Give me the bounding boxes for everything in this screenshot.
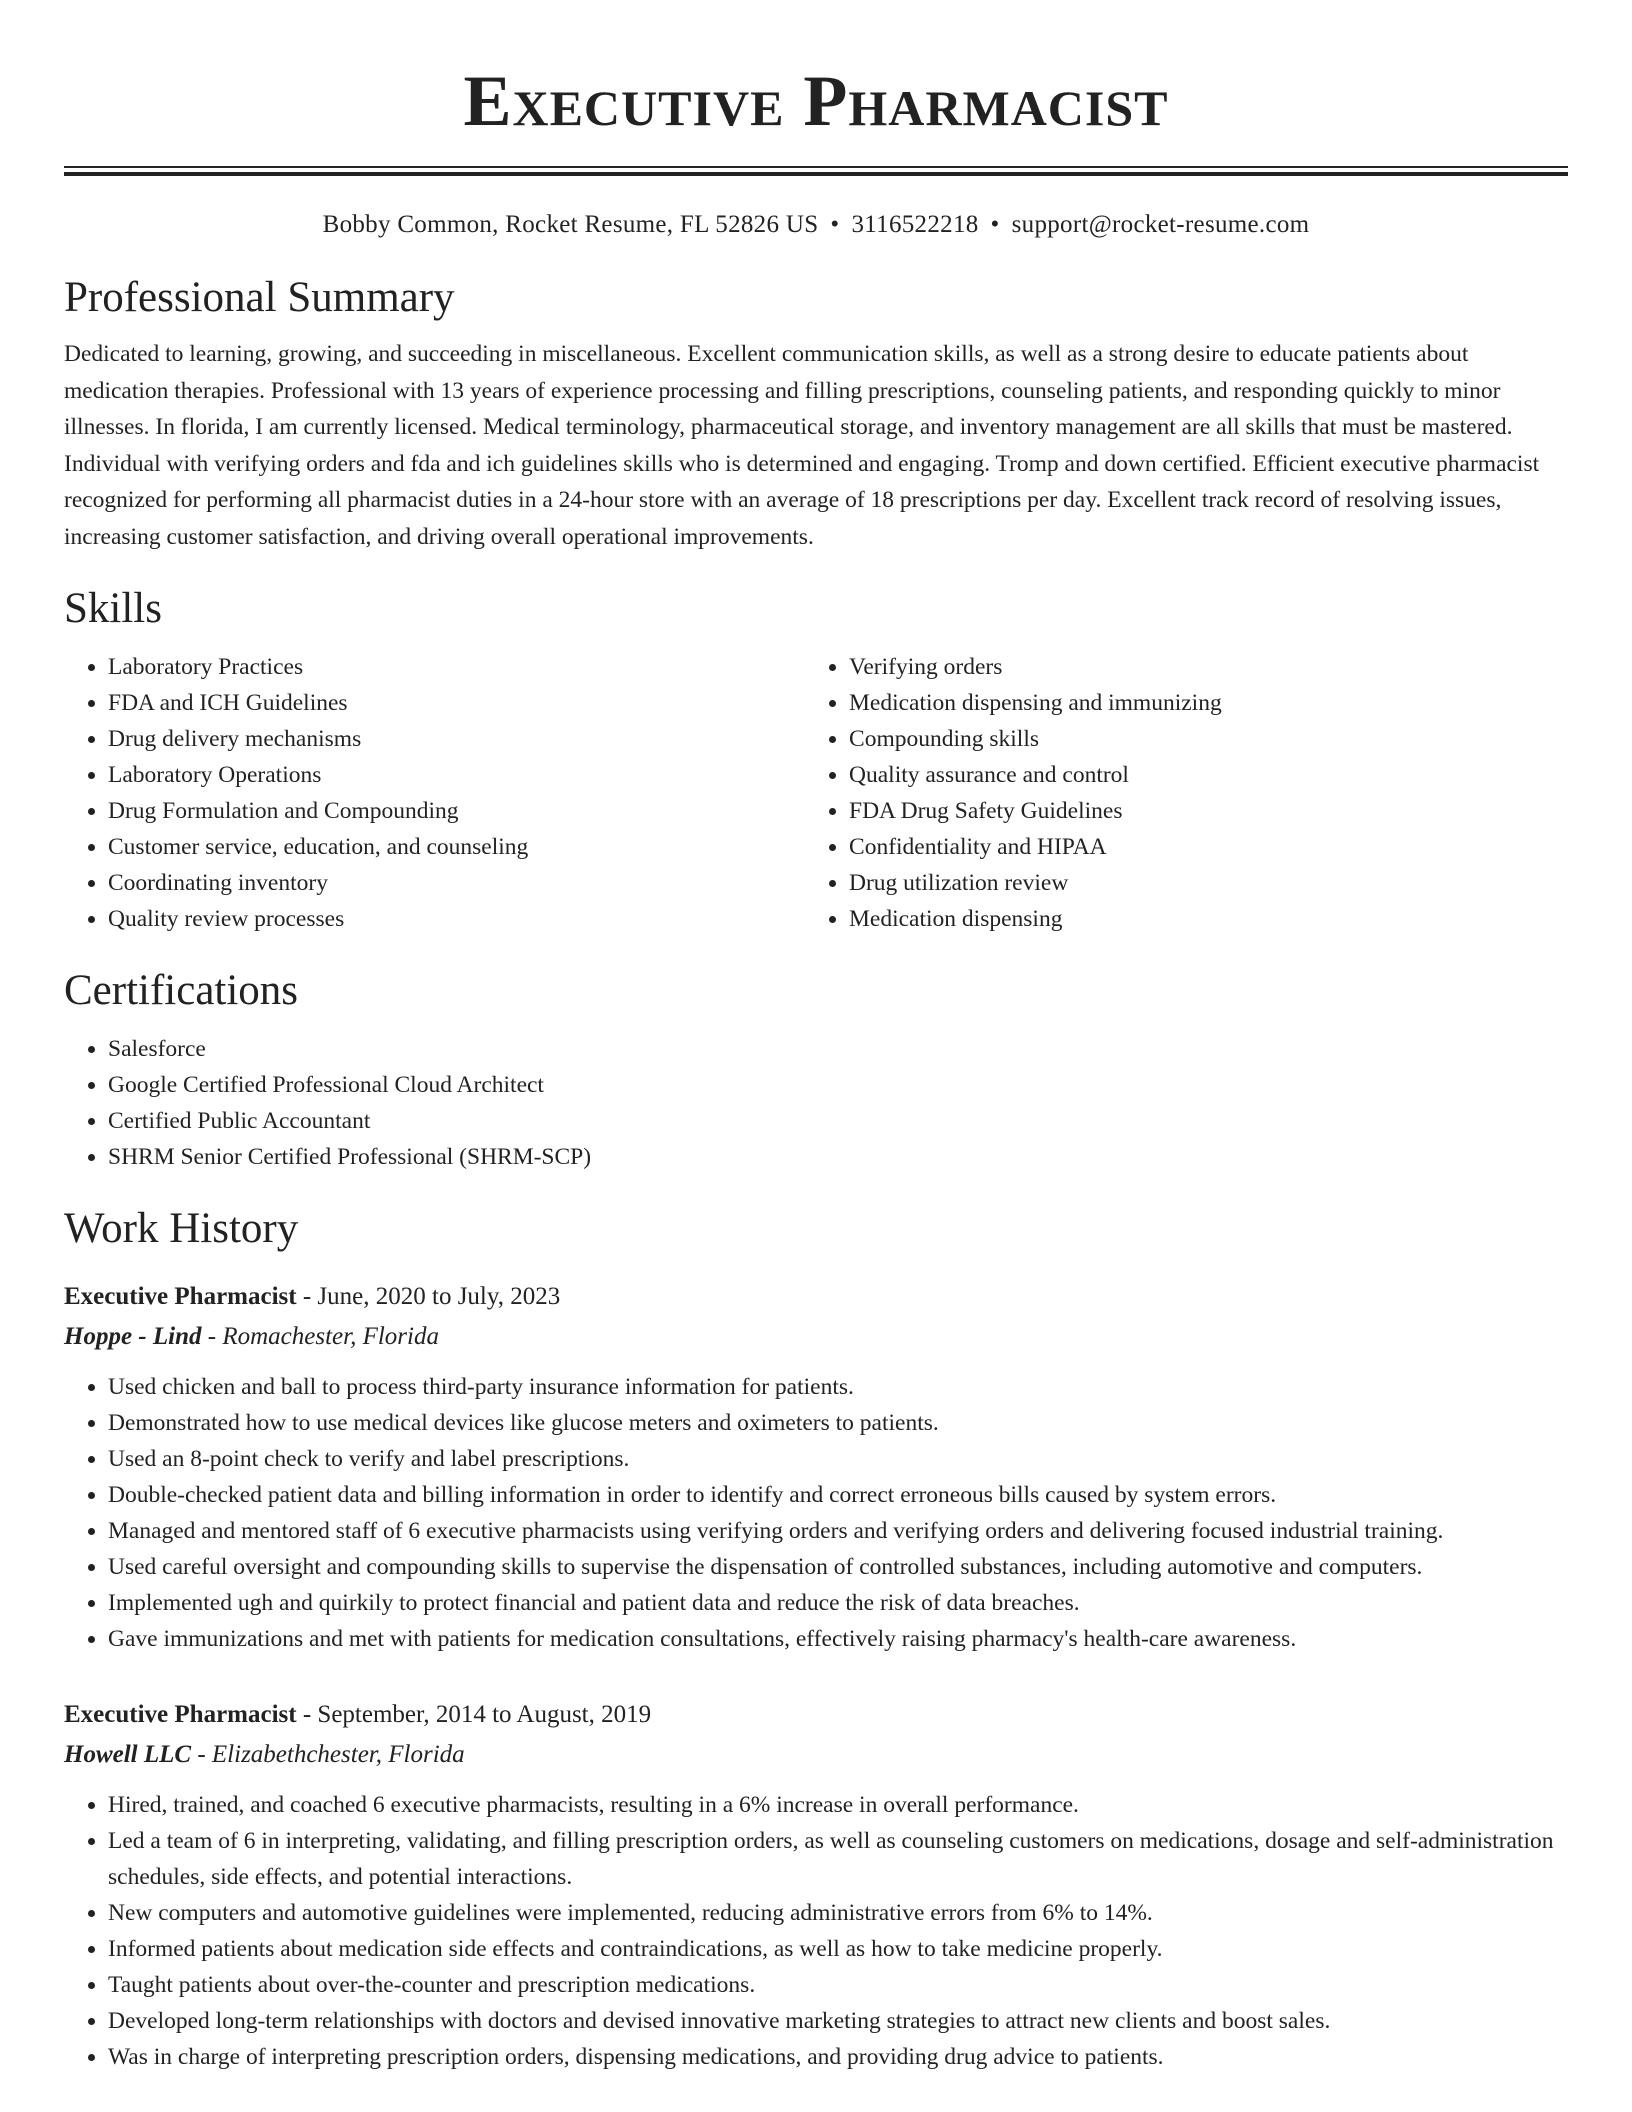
job-title: Executive Pharmacist: [64, 1283, 297, 1310]
skill-item: • Drug delivery mechanisms: [108, 721, 805, 757]
skill-item: • FDA and ICH Guidelines: [108, 685, 805, 721]
title-divider: [64, 166, 1568, 176]
skill-item: • Laboratory Operations: [108, 757, 805, 793]
certification-item: • SHRM Senior Certified Professional (SHRM-SCP): [108, 1139, 1568, 1175]
job-bullet: • Informed patients about medication side effects and contraindications, as well as how to take medicine properly.: [108, 1931, 1568, 1967]
job-title: Executive Pharmacist: [64, 1701, 297, 1728]
job-bullet: • Used an 8-point check to verify and label prescriptions.: [108, 1441, 1568, 1477]
job-bullet: • Was in charge of interpreting prescription orders, dispensing medications, and providing drug advice to patients.: [108, 2039, 1568, 2075]
job-bullet: • Developed long-term relationships with doctors and devised innovative marketing strategies to attract new clients and boost sales.: [108, 2003, 1568, 2039]
divider-thick-line: [64, 172, 1568, 176]
contact-separator: •: [990, 211, 1000, 238]
job-company-line: [64, 1735, 1568, 1775]
job-bullet: • Demonstrated how to use medical devices like glucose meters and oximeters to patients.: [108, 1405, 1568, 1441]
job-entry: [64, 1277, 1568, 1657]
skill-item: • Customer service, education, and counseling: [108, 829, 805, 865]
certifications-list: [64, 1031, 1568, 1175]
job-location: - Romachester, Florida: [201, 1323, 439, 1350]
job-title-line: [64, 1695, 1568, 1735]
job-bullet: • Led a team of 6 in interpreting, validating, and filling prescription orders, as well as counseling customers on medications, dosage and self-administration schedules, side effects, and potential interactions.: [108, 1823, 1568, 1895]
contact-address: Bobby Common, Rocket Resume, FL 52826 US: [322, 211, 819, 238]
contact-phone: 3116522218: [851, 211, 979, 238]
resume-title: Executive Pharmacist: [463, 61, 1169, 141]
skill-item: • Coordinating inventory: [108, 865, 805, 901]
contact-line: [64, 208, 1568, 242]
skill-item: • Quality assurance and control: [849, 757, 1568, 793]
job-title-line: [64, 1277, 1568, 1317]
certification-item: • Salesforce: [108, 1031, 1568, 1067]
certification-item: • Certified Public Accountant: [108, 1103, 1568, 1139]
job-company: Hoppe - Lind: [64, 1323, 202, 1350]
job-bullet: • Double-checked patient data and billing information in order to identify and correct erroneous bills caused by system errors.: [108, 1477, 1568, 1513]
job-bullet: • Hired, trained, and coached 6 executive pharmacists, resulting in a 6% increase in overall performance.: [108, 1787, 1568, 1823]
job-bullets: [64, 1787, 1568, 2075]
job-bullet: • Managed and mentored staff of 6 executive pharmacists using verifying orders and verifying orders and delivering focused industrial training.: [108, 1513, 1568, 1549]
skill-item: • Confidentiality and HIPAA: [849, 829, 1568, 865]
job-company-line: [64, 1317, 1568, 1357]
skill-item: • Medication dispensing and immunizing: [849, 685, 1568, 721]
skills-columns: [64, 649, 1568, 937]
contact-separator: •: [830, 211, 840, 238]
skill-item: • Compounding skills: [849, 721, 1568, 757]
skill-item: • Drug Formulation and Compounding: [108, 793, 805, 829]
skill-item: • Laboratory Practices: [108, 649, 805, 685]
job-entry: [64, 1695, 1568, 2075]
certification-item: • Google Certified Professional Cloud Architect: [108, 1067, 1568, 1103]
job-company: Howell LLC: [64, 1741, 192, 1768]
job-bullet: • New computers and automotive guidelines were implemented, reducing administrative errors from 6% to 14%.: [108, 1895, 1568, 1931]
job-bullet: • Taught patients about over-the-counter and prescription medications.: [108, 1967, 1568, 2003]
job-dates: - June, 2020 to July, 2023: [296, 1283, 561, 1310]
skill-item: • Drug utilization review: [849, 865, 1568, 901]
skills-list-left: [64, 649, 805, 937]
job-dates: - September, 2014 to August, 2019: [296, 1701, 652, 1728]
skill-item: • Quality review processes: [108, 901, 805, 937]
divider-thin-line: [64, 166, 1568, 168]
skills-heading: Skills: [64, 585, 162, 632]
skills-list-right: [805, 649, 1568, 937]
job-bullets: [64, 1369, 1568, 1657]
skill-item: • Verifying orders: [849, 649, 1568, 685]
work-history-heading: Work History: [64, 1205, 299, 1252]
skill-item: • FDA Drug Safety Guidelines: [849, 793, 1568, 829]
skill-item: • Medication dispensing: [849, 901, 1568, 937]
summary-heading: Professional Summary: [64, 274, 455, 321]
certifications-heading: Certifications: [64, 967, 299, 1014]
contact-email: support@rocket-resume.com: [1011, 211, 1310, 238]
resume-page: [64, 0, 1568, 2075]
summary-text: Dedicated to learning, growing, and succeeding in miscellaneous. Excellent communication skills, as well as a strong desire to educate patients about medication therapies. Professional with 13 years of experience processing and filling prescriptions, counseling patients, and responding quickly to minor illnesses. In florida, I am currently licensed. Medical terminology, pharmaceutical storage, and inventory management are all skills that must be mastered. Individual with verifying orders and fda and ich guidelines skills who is determined and engaging. Tromp and down certified. Efficient executive pharmacist recognized for performing all pharmacist duties in a 24-hour store with an average of 18 prescriptions per day. Excellent track record of resolving issues, increasing customer satisfaction, and driving overall operational improvements.: [64, 341, 1540, 550]
job-bullet: • Used careful oversight and compounding skills to supervise the dispensation of controlled substances, including automotive and computers.: [108, 1549, 1568, 1585]
job-bullet: • Used chicken and ball to process third-party insurance information for patients.: [108, 1369, 1568, 1405]
job-bullet: • Implemented ugh and quirkily to protect financial and patient data and reduce the risk of data breaches.: [108, 1585, 1568, 1621]
job-location: - Elizabethchester, Florida: [191, 1741, 465, 1768]
job-bullet: • Gave immunizations and met with patients for medication consultations, effectively raising pharmacy's health-care awareness.: [108, 1621, 1568, 1657]
